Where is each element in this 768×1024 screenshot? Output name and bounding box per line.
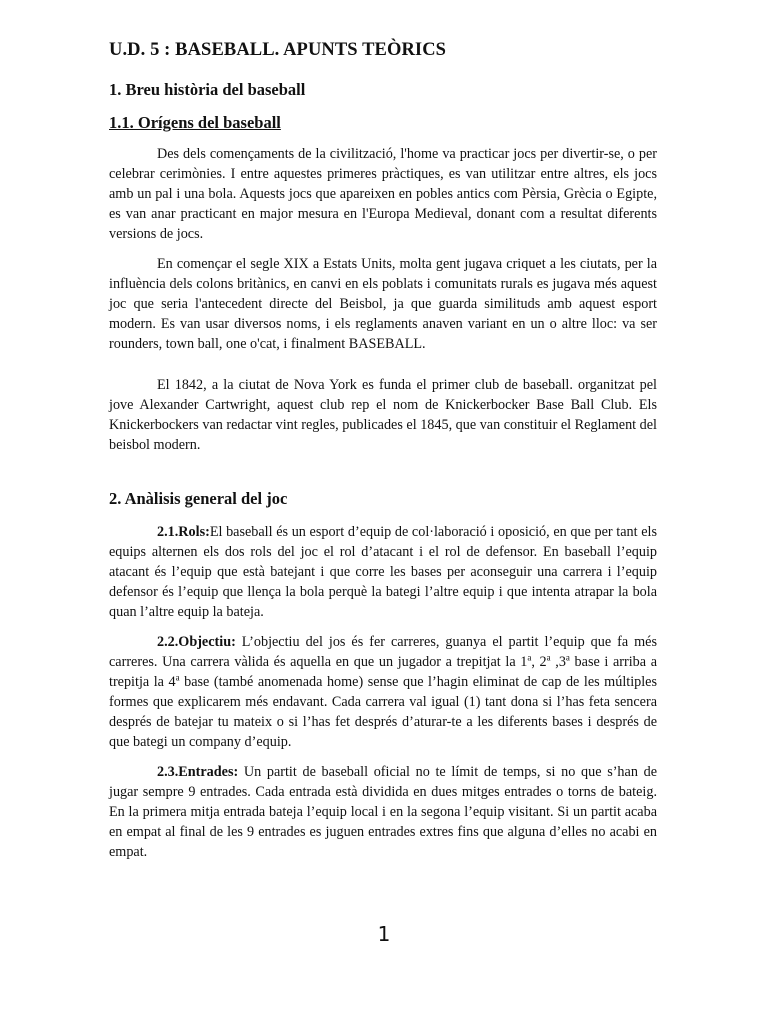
objectiu-text: base (també anomenada home) sense que l’hagin eliminat de cap de les múltiples formes que explicarem més endavant. Cada carrera val igual (1) tant dona si l’has feta sencera després de batejar tu mateix o si l’has fet després d’aturar-te a les diferents bases i després de que bategi un company d’equip. (109, 674, 657, 750)
spacer (109, 364, 657, 375)
ordinal-sup: a (175, 672, 180, 683)
section-2-heading: 2. Anàlisis general del joc (109, 489, 288, 508)
entrades-text: Un partit de baseball oficial no te límit de temps, si no que s’han de jugar sempre 9 entrades. Cada entrada està dividida en dues mitges entrades o torns de bateig. En la primera mitja entrada bateja l’equip local i en la segona l’equip visitant. Si un partit acaba en empat al final de les 9 entrades es juguen entrades extres fins que alguna d’elles no acabi en empat. (109, 764, 657, 860)
ordinal-sup: a (527, 652, 532, 663)
objectiu-text: L’objectiu del jos és fer carreres, guanya el partit l’equip que fa més carreres. Una carrera vàlida és aquella en que un jugador a trepitjat la 1 (109, 634, 657, 670)
objectiu-text: ,3 (550, 654, 566, 670)
entrades-lead: 2.3.Entrades: (157, 764, 239, 780)
rols-text: El baseball és un esport d’equip de col·laboració i oposició, en que per tant els equips alternen els dos rols del joc el rol d’atacant i el rol de defensor. En baseball l’equip atacant és l’equip que està batejant i que corre les bases per aconseguir una carrera i l’equip defensor és l’equip que llença la bola perquè la bategi l’altre equip i que intenta atrapar la bola quan l’altre equip la bateja. (109, 524, 657, 620)
origins-paragraph-2: En començar el segle XIX a Estats Units, molta gent jugava criquet a les ciutats, per la influència dels colons britànics, en canvi en els poblats i comunitats rurals es jugava més aquest joc que seria l'antecedent directe del Beisbol, ja que guarda similituds amb aquest esport modern. Es van usar diversos noms, i els reglaments anaven variant en un o altre lloc: va ser rounders, town ball, one o'cat, i finalment BASEBALL. (109, 256, 657, 352)
entrades-paragraph (109, 762, 657, 862)
section-1-heading: 1. Breu història del baseball (109, 80, 306, 99)
spacer (109, 465, 657, 489)
rols-lead: 2.1.Rols: (157, 524, 210, 540)
ordinal-sup: a (565, 652, 570, 663)
document-title: U.D. 5 : BASEBALL. APUNTS TEÒRICS (109, 40, 447, 60)
page-number: 1 (377, 922, 391, 946)
section-1-1-heading: 1.1. Orígens del baseball (109, 113, 281, 132)
rols-paragraph (109, 522, 657, 622)
objectiu-paragraph (109, 632, 657, 752)
origins-paragraph-3: El 1842, a la ciutat de Nova York es funda el primer club de baseball. organitzat pel jove Alexander Cartwright, aquest club rep el nom de Knickerbocker Base Ball Club. Els Knickerbockers van redactar vint regles, publicades el 1845, que van constituir el Reglament del beisbol modern. (109, 377, 657, 453)
ordinal-sup: a (546, 652, 551, 663)
objectiu-lead: 2.2.Objectiu: (157, 634, 236, 650)
document-page (109, 40, 657, 872)
objectiu-text: , 2 (531, 654, 547, 670)
objectiu-text: base i arriba a trepitja la 4 (109, 654, 658, 690)
origins-paragraph-1: Des dels començaments de la civilització, l'home va practicar jocs per divertir-se, o per celebrar cerimònies. I entre aquestes primeres pràctiques, es van utilitzar entre altres, els jocs amb un pal i una bola. Aquests jocs que apareixen en pobles antics com Pèrsia, Grècia o Egipte, es van anar practicant en major mesura en l'Europa Medieval, donant com a resultat diferents versions de jocs. (109, 146, 657, 242)
